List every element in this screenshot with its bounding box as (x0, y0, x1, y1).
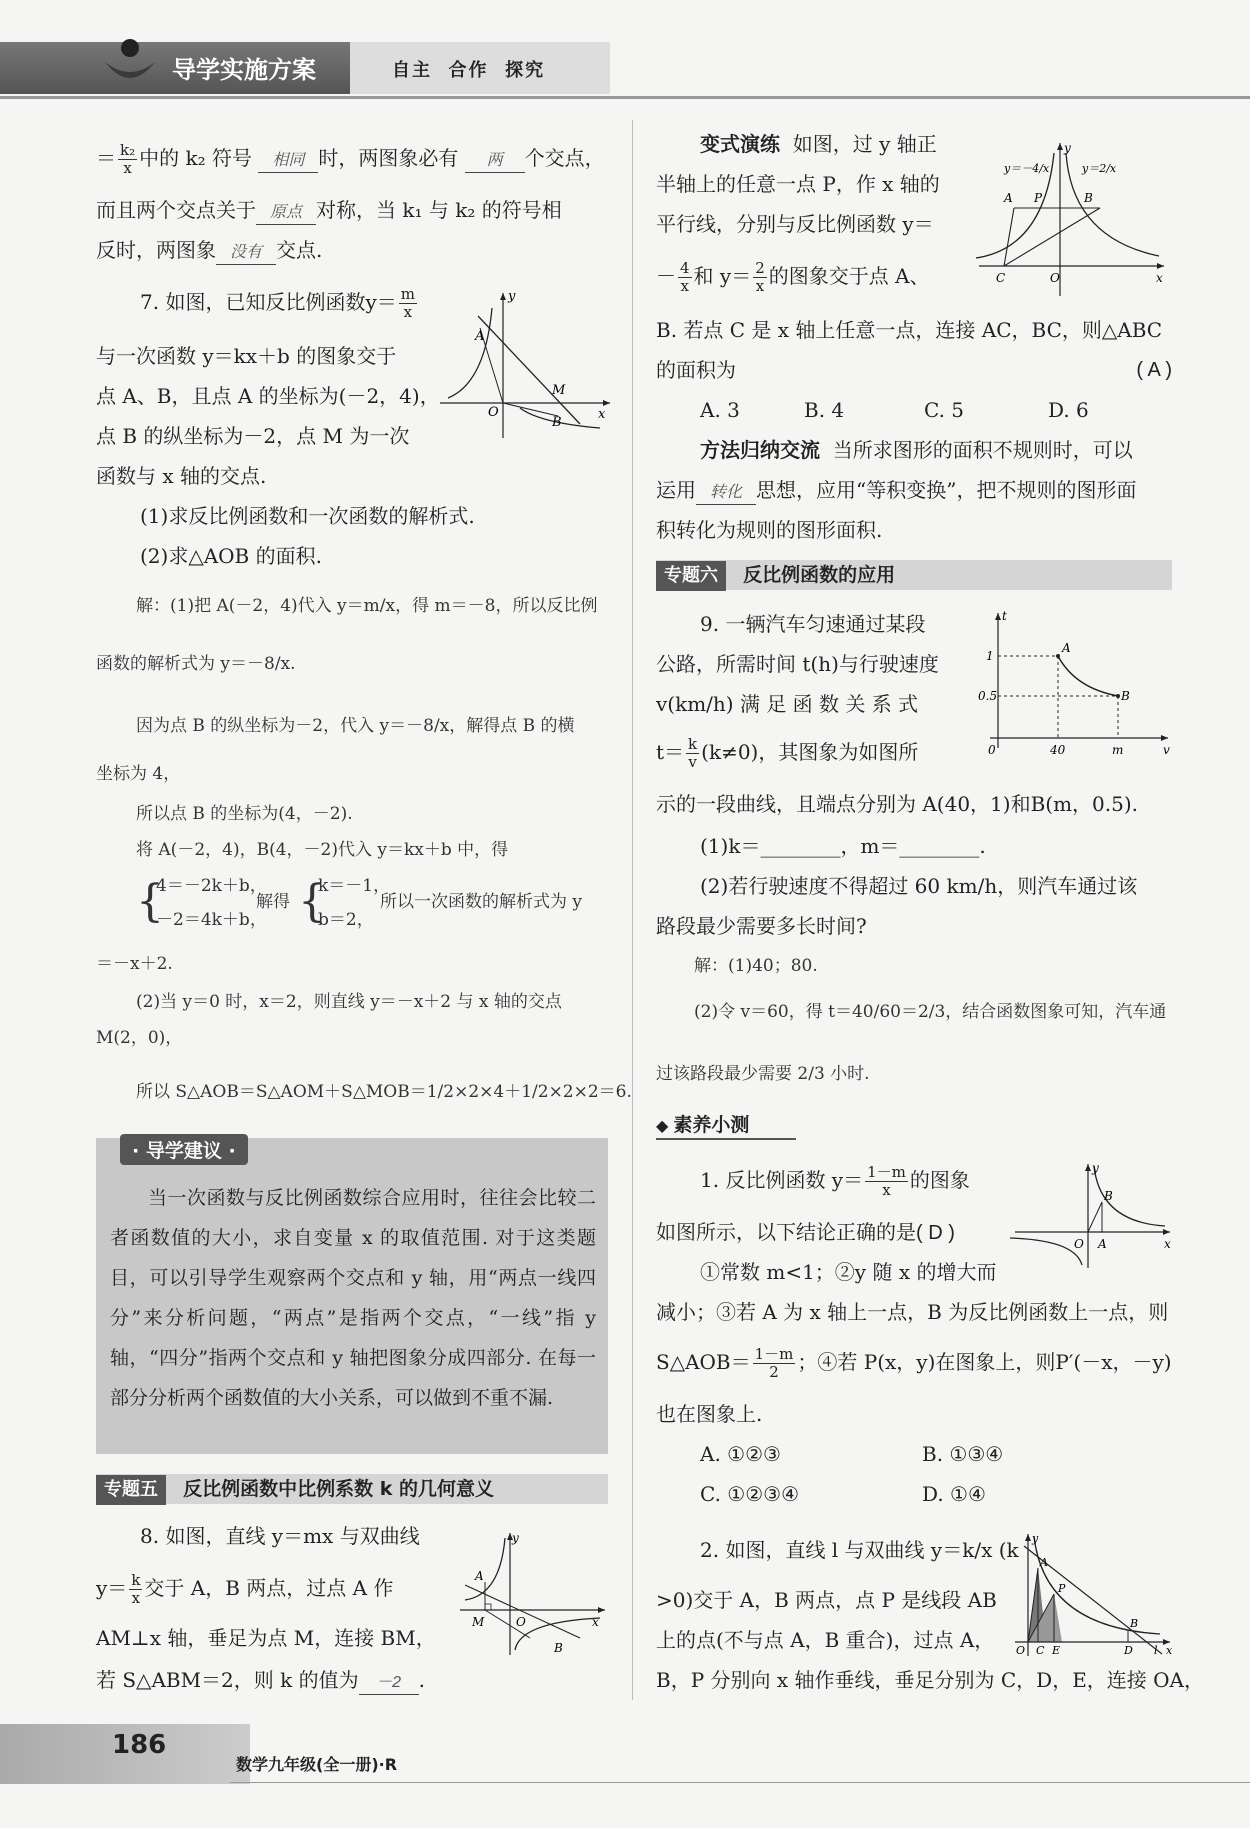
variant-line-1: 变式演练 如图，过 y 轴正 (700, 132, 937, 156)
guide-advice-box (96, 1138, 608, 1454)
svg-text:O: O (1050, 271, 1060, 285)
q9-part-2a: (2)若行驶速度不得超过 60 km/h，则汽车通过该 (700, 874, 1138, 898)
header-rule (0, 96, 1250, 99)
variant-line-4: － $\frac{4}{x}$ 和 y＝ $\frac{2}{x}$ 的图象交于点 A、 (656, 259, 930, 295)
q8-line-2: y＝ $\frac{k}{x}$ 交于 A，B 两点，过点 A 作 (96, 1571, 394, 1607)
guide-advice-text: 当一次函数与反比例函数综合应用时，往往会比较二者函数值的大小，求自变量 x 的取值范围. 对于这类题目，可以引导学生观察两个交点和 y 轴，用“两点一线四分”来分析问题，“两点”是指两个交点，“一线”指 y 轴，“四分”指两个交点和 y 轴把图象分成四部分. 在每一部分分析两个函数值的大小关系，可以做到不重不漏. (110, 1187, 596, 1409)
q7-solution-system: { 4＝－2k＋b， －2＝4k＋b， 解得 { k＝－1， b＝2， 所以一次函数的解析式为 y (136, 876, 583, 930)
svg-text:y: y (512, 1531, 519, 1545)
svg-text:x: x (1164, 1237, 1171, 1251)
svg-text:O: O (1016, 1644, 1026, 1657)
q7-part-2: (2)求△AOB 的面积. (140, 544, 322, 568)
answer-blank: 没有 (216, 242, 276, 265)
q7-solution-3: 因为点 B 的纵坐标为－2，代入 y＝－8/x，解得点 B 的横 (136, 716, 575, 736)
topic-6-tag: 专题六 (656, 561, 726, 591)
svg-text:A: A (1040, 1556, 1048, 1569)
svg-text:B: B (554, 1641, 563, 1655)
svg-text:y: y (508, 289, 516, 304)
variant-answer: ( A ) (1136, 359, 1172, 381)
q7-solution-1: 解：(1)把 A(－2，4)代入 y＝m/x，得 m＝－8，所以反比例 (136, 596, 598, 616)
q7-line-4: 点 B 的纵坐标为－2，点 M 为一次 (96, 424, 410, 448)
q7-solution-9: (2)当 y＝0 时，x＝2，则直线 y＝－x＋2 与 x 轴的交点 (136, 992, 562, 1012)
q9-line-4: t＝ $\frac{k}{v}$ (k≠0)，其图象为如图所 (656, 735, 919, 771)
svg-text:E: E (1052, 1644, 1061, 1657)
q9-part-2b: 路段最少需要多长时间? (656, 914, 867, 938)
quiz1-options (700, 1434, 1170, 1514)
method-line-1: 方法归纳交流 当所求图形的面积不规则时，可以 (700, 438, 1133, 462)
q7-solution-4: 坐标为 4， (96, 764, 181, 784)
svg-text:M: M (552, 383, 566, 398)
svg-text:P: P (1058, 1582, 1066, 1595)
option-a: A. ①②③ (700, 1442, 781, 1466)
option-d: D. 6 (1048, 398, 1089, 422)
q7-solution-5: 所以点 B 的坐标为(4，－2). (136, 804, 353, 824)
variant-line-2: 半轴上的任意一点 P，作 x 轴的 (656, 172, 940, 196)
guide-advice-tag: · 导学建议 · (120, 1134, 248, 1165)
svg-text:v: v (1163, 743, 1170, 757)
quiz1-line-2: 如图所示，以下结论正确的是( D ) (656, 1220, 955, 1244)
topic-6-title: 反比例函数的应用 (743, 564, 896, 586)
q7-line-5: 函数与 x 轴的交点. (96, 464, 267, 488)
q9-solution-3: 过该路段最少需要 2/3 小时. (656, 1064, 870, 1084)
svg-text:y＝－4/x: y＝－4/x (1004, 162, 1050, 175)
svg-text:B: B (1084, 191, 1093, 205)
q7-line-2: 与一次函数 y＝kx＋b 的图象交于 (96, 344, 397, 368)
svg-text:l: l (1154, 1644, 1158, 1657)
variant-line-5: B. 若点 C 是 x 轴上任意一点，连接 AC，BC，则△ABC (656, 318, 1163, 342)
intro-line-1: ＝ $\frac{\text{k₂}}{x}$ 中的 k₂ 符号 相同 时，两图象必有 两 个交点， (96, 141, 605, 177)
svg-text:M: M (472, 1615, 485, 1629)
topic-6-header (656, 560, 1172, 590)
answer-blank: 相同 (258, 150, 318, 173)
svg-text:A: A (1004, 191, 1013, 205)
quiz1-figure (1010, 1160, 1175, 1270)
q8-figure (460, 1530, 610, 1660)
method-line-2: 运用 转化 思想，应用“等积变换”，把不规则的图形面 (656, 470, 1136, 510)
answer-blank: 原点 (256, 202, 316, 225)
quiz2-line-1: 2. 如图，直线 l 与双曲线 y＝k/x (k (700, 1538, 1019, 1562)
q8-line-3: AM⊥x 轴，垂足为点 M，连接 BM， (96, 1626, 436, 1650)
svg-text:y＝2/x: y＝2/x (1082, 162, 1117, 175)
q9-part-1: (1)k＝________，m＝________. (700, 834, 986, 858)
option-b: B. ①③④ (922, 1442, 1004, 1466)
header-logo-icon (100, 34, 160, 94)
page-header (0, 42, 610, 94)
quiz1-line-1: 1. 反比例函数 y＝ $\frac{1-m}{x}$ 的图象 (700, 1163, 970, 1199)
svg-text:B: B (1104, 1189, 1113, 1203)
svg-text:y: y (1032, 1532, 1039, 1545)
svg-text:y: y (1064, 141, 1071, 155)
quiz1-line-5: S△AOB＝ $\frac{1-m}{2}$ ；④若 P(x，y)在图象上，则P′(－x，－y) (656, 1345, 1172, 1381)
option-c: C. 5 (924, 398, 965, 422)
quiz1-answer: ( D ) (916, 1222, 955, 1244)
diamond-icon: ◆ (656, 1116, 669, 1135)
topic-5-title: 反比例函数中比例系数 k 的几何意义 (183, 1478, 494, 1500)
svg-text:P: P (1034, 191, 1043, 205)
svg-text:x: x (592, 1615, 599, 1629)
svg-text:C: C (1036, 1644, 1045, 1657)
option-a: A. 3 (700, 398, 740, 422)
quiz1-line-6: 也在图象上. (656, 1402, 763, 1426)
svg-text:B: B (1130, 1617, 1139, 1630)
q7-line-3: 点 A、B，且点 A 的坐标为(－2，4)， (96, 384, 440, 408)
q7-part-1: (1)求反比例函数和一次函数的解析式. (140, 504, 475, 528)
topic-5-tag: 专题五 (96, 1475, 166, 1505)
q9-line-1: 9. 一辆汽车匀速通过某段 (700, 612, 926, 636)
svg-text:C: C (996, 271, 1006, 285)
q7-solution-6: 将 A(－2，4)，B(4，－2)代入 y＝kx＋b 中，得 (136, 840, 509, 860)
header-title: 导学实施方案 (172, 56, 316, 84)
svg-text:x: x (1156, 271, 1163, 285)
svg-text:y: y (1092, 1161, 1099, 1175)
header-tags: 自主 合作 探究 (392, 60, 546, 81)
svg-text:m: m (1112, 743, 1124, 757)
svg-text:A: A (1098, 1237, 1107, 1251)
quiz1-line-4: 减小；③若 A 为 x 轴上一点，B 为反比例函数上一点，则 (656, 1300, 1169, 1324)
q8-line-4: 若 S△ABM＝2，则 k 的值为 －2 . (96, 1660, 425, 1700)
footer-rule (230, 1782, 1250, 1783)
variant-figure (974, 138, 1174, 298)
q9-solution-1: 解：(1)40；80. (694, 956, 818, 976)
variant-line-6: 的面积为 ( A ) (656, 350, 1172, 390)
svg-text:0.5: 0.5 (978, 689, 998, 703)
q7-solution-11: 所以 S△AOB＝S△AOM＋S△MOB＝1/2×2×4＋1/2×2×2＝6. (136, 1082, 632, 1102)
column-divider (632, 120, 633, 1700)
q9-line-5: 示的一段曲线，且端点分别为 A(40，1)和B(m，0.5). (656, 792, 1139, 816)
option-d: D. ①④ (922, 1482, 986, 1506)
quiz2-line-3: 上的点(不与点 A，B 重合)，过点 A， (656, 1628, 995, 1652)
svg-text:A: A (475, 1569, 484, 1583)
svg-text:40: 40 (1050, 743, 1066, 757)
option-c: C. ①②③④ (700, 1482, 800, 1506)
q7-solution-8: ＝－x＋2. (96, 954, 173, 974)
footer-text: 数学九年级(全一册)·R (236, 1755, 398, 1774)
svg-text:1: 1 (986, 649, 994, 663)
q7-figure (440, 288, 615, 438)
q9-line-2: 公路，所需时间 t(h)与行驶速度 (656, 652, 939, 676)
svg-text:B: B (552, 415, 562, 430)
svg-text:t: t (1002, 609, 1007, 623)
variant-line-3: 平行线，分别与反比例函数 y＝ (656, 212, 934, 236)
variant-tag: 变式演练 (700, 132, 780, 156)
answer-blank: 转化 (696, 482, 756, 505)
svg-text:O: O (516, 1615, 526, 1629)
intro-line-2: 而且两个交点关于 原点 对称，当 k₁ 与 k₂ 的符号相 (96, 190, 636, 230)
svg-text:x: x (598, 407, 606, 422)
quiz1-line-3: ①常数 m<1；②y 随 x 的增大而 (700, 1260, 997, 1284)
quiz-header (656, 1110, 796, 1140)
intro-line-3: 反时，两图象 没有 交点. (96, 230, 636, 270)
q9-solution-2: (2)令 v＝60，得 t＝40/60＝2/3，结合函数图象可知，汽车通 (694, 1002, 1167, 1022)
q9-figure (970, 608, 1175, 758)
answer-blank: －2 (359, 1672, 419, 1695)
quiz-title: 素养小测 (673, 1114, 750, 1136)
q7-solution-10: M(2，0)， (96, 1028, 183, 1048)
option-b: B. 4 (804, 398, 845, 422)
q7-solution-2: 函数的解析式为 y＝－8/x. (96, 654, 296, 674)
topic-5-header (96, 1474, 608, 1504)
svg-text:O: O (488, 405, 499, 420)
method-tag: 方法归纳交流 (700, 438, 820, 462)
quiz2-figure (1010, 1532, 1175, 1660)
quiz2-line-4: B，P 分别向 x 轴作垂线，垂足分别为 C，D，E，连接 OA， (656, 1668, 1204, 1692)
answer-blank: 两 (465, 150, 525, 173)
svg-text:B: B (1121, 689, 1130, 703)
q9-line-3: v(km/h) 满 足 函 数 关 系 式 (656, 692, 919, 716)
q8-line-1: 8. 如图，直线 y＝mx 与双曲线 (140, 1524, 420, 1548)
method-line-3: 积转化为规则的图形面积. (656, 518, 883, 542)
svg-text:O: O (1074, 1237, 1084, 1251)
svg-text:0: 0 (988, 743, 996, 757)
q7-line-1: 7. 如图，已知反比例函数y＝ $\frac{m}{x}$ (140, 285, 415, 321)
svg-text:A: A (1062, 641, 1071, 655)
page-number: 186 (112, 1730, 167, 1760)
svg-text:x: x (1166, 1644, 1173, 1657)
svg-text:D: D (1124, 1644, 1133, 1657)
quiz2-line-2: >0)交于 A，B 两点，点 P 是线段 AB (656, 1588, 997, 1612)
svg-text:A: A (475, 329, 485, 344)
